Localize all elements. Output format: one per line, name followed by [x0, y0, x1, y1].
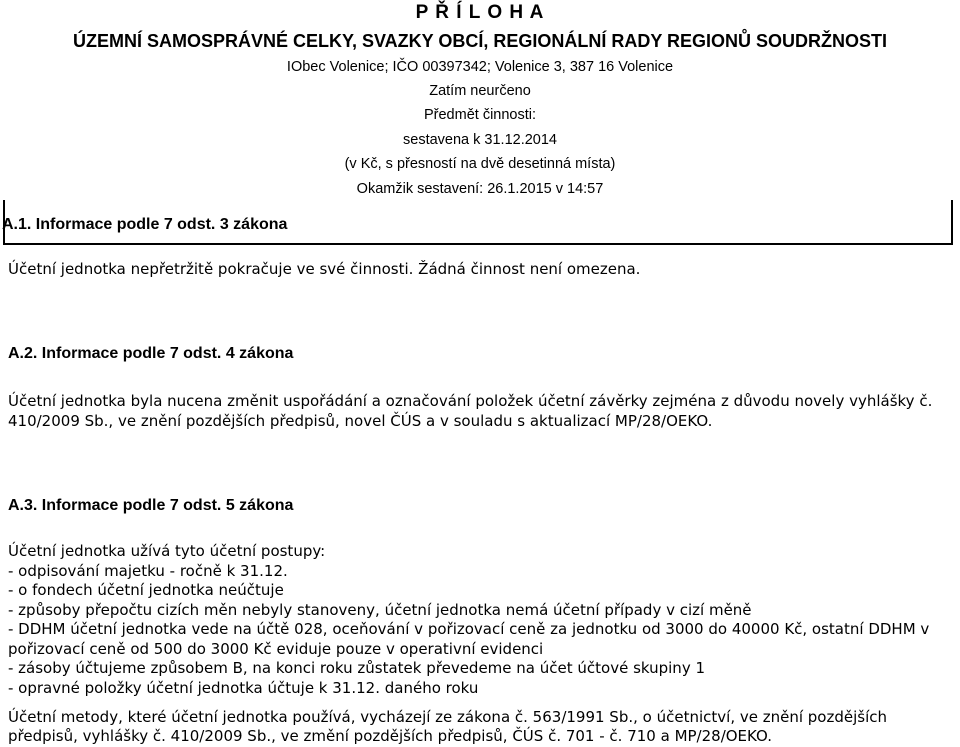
entity-info: IObec Volenice; IČO 00397342; Volenice 3, 387 16 Volenice [286, 59, 674, 75]
list-item: - zásoby účtujeme způsobem B, na konci roku zůstatek převedeme na účet účtové skupiny 1 [8, 659, 706, 677]
document-subtitle: ÚZEMNÍ SAMOSPRÁVNÉ CELKY, SVAZKY OBCÍ, REGIONÁLNÍ RADY REGIONŮ SOUDRŽNOSTI [72, 31, 888, 51]
section-a3-heading: A.3. Informace podle 7 odst. 5 zákona [8, 497, 294, 514]
compiled-as-of: sestavena k 31.12.2014 [403, 132, 557, 148]
section-a3-closing-line-2: předpisů, vyhlášky č. 410/2009 Sb., ve změní pozdějších předpisů, ČÚS č. 701 - č. 710 a MP/28/OEKO. [8, 727, 773, 745]
list-item: - opravné položky účetní jednotka účtuje k 31.12. daného roku [8, 678, 479, 697]
status-line: Zatím neurčeno [429, 83, 531, 99]
list-item: pořizovací ceně od 500 do 3000 Kč eviduje pouze v operativní evidenci [8, 639, 544, 658]
compiled-at: Okamžik sestavení: 26.1.2015 v 14:57 [356, 181, 604, 197]
document-title: P Ř Í L O H A [415, 2, 545, 23]
subject-line: Předmět činnosti: [423, 107, 537, 123]
list-item: - o fondech účetní jednotka neúčtuje [8, 581, 284, 599]
list-item: Účetní jednotka užívá tyto účetní postupy: [8, 542, 326, 560]
units-note: (v Kč, s přesností na dvě desetinná místa) [344, 156, 616, 172]
list-item: - způsoby přepočtu cizích měn nebyly stanoveny, účetní jednotka nemá účetní případy v cizí měně [8, 600, 752, 619]
document-header [0, 0, 960, 252]
section-a2-heading: A.2. Informace podle 7 odst. 4 zákona [8, 345, 294, 362]
section-a2-line-1: Účetní jednotka byla nucena změnit uspořádání a označování položek účetní závěrky zejména z důvodu novely vyhlášky č. [8, 392, 933, 410]
section-a1-text: Účetní jednotka nepřetržitě pokračuje ve své činnosti. Žádná činnost není omezena. [8, 260, 641, 278]
section-a1-heading: A.1. Informace podle 7 odst. 3 zákona [2, 216, 288, 233]
list-item: - odpisování majetku - ročně k 31.12. [8, 561, 288, 580]
section-a3-list [8, 542, 929, 698]
section-a2-line-2: 410/2009 Sb., ve znění pozdějších předpisů, novel ČÚS a v souladu s aktualizací MP/28/OEKO. [8, 412, 713, 430]
list-item: - DDHM účetní jednotka vede na účtě 028, oceňování v pořizovací ceně za jednotku od 3000 do 40000 Kč, ostatní DDHM v [8, 620, 930, 638]
section-a3-closing-line-1: Účetní metody, které účetní jednotka používá, vycházejí ze zákona č. 563/1991 Sb., o účetnictví, ve znění pozdějších [8, 708, 888, 726]
